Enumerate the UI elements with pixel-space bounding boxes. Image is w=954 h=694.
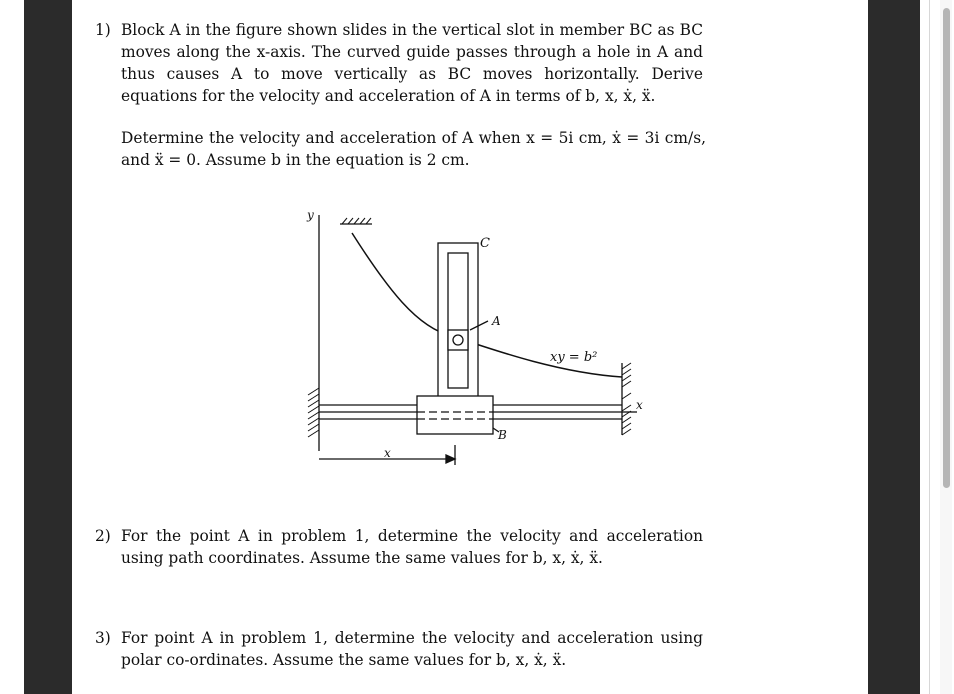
problem-3-number: 3) xyxy=(95,629,111,647)
block-a xyxy=(448,330,468,350)
left-wall-hatch xyxy=(308,388,319,437)
label-curve-equation: xy = b² xyxy=(550,350,598,365)
label-y: y xyxy=(307,208,314,222)
label-a: A xyxy=(492,314,501,328)
label-b: B xyxy=(498,428,507,442)
member-bc-bar xyxy=(438,243,478,398)
scrollbar-thumb[interactable] xyxy=(943,8,950,488)
slider-base xyxy=(417,396,493,434)
problem-1-text-2: Determine the velocity and acceleration of A when x = 5i cm, ẋ = 3i cm/s, and ẍ = 0. Assume b in the equation is 2 cm. xyxy=(121,129,706,169)
problem-1-text: Block A in the figure shown slides in the vertical slot in member BC as BC moves along the x-axis. The curved guide passes through a hole in A and thus causes A to move vertically as BC moves horizontally. Derive equations for the velocity and acceleration of A in terms of b, x, ẋ, ẍ. xyxy=(121,21,703,105)
problem-2-text: For the point A in problem 1, determine the velocity and acceleration using path coordinates. Assume the same values for b, x, ẋ, ẍ. xyxy=(121,527,703,567)
label-x-dimension: x xyxy=(384,446,391,460)
label-x-axis: x xyxy=(636,398,643,412)
viewer-right-border xyxy=(868,0,920,694)
viewer-left-border xyxy=(24,0,72,694)
mechanism-figure xyxy=(212,203,652,492)
scrollbar-divider xyxy=(929,0,930,694)
problem-1-given-values xyxy=(121,127,706,171)
problem-3-text: For point A in problem 1, determine the velocity and acceleration using polar co-ordinates. Assume the same values for b, x, ẋ, ẍ. xyxy=(121,629,703,669)
problem-1-number: 1) xyxy=(95,21,111,39)
problem-2-number: 2) xyxy=(95,527,111,545)
label-c: C xyxy=(480,236,490,251)
right-wall-hatch xyxy=(622,363,631,435)
left-margin xyxy=(0,0,24,694)
top-anchor-hatch xyxy=(342,218,371,224)
x-dimension-arrowhead xyxy=(446,455,455,463)
mechanism-diagram xyxy=(212,203,652,488)
